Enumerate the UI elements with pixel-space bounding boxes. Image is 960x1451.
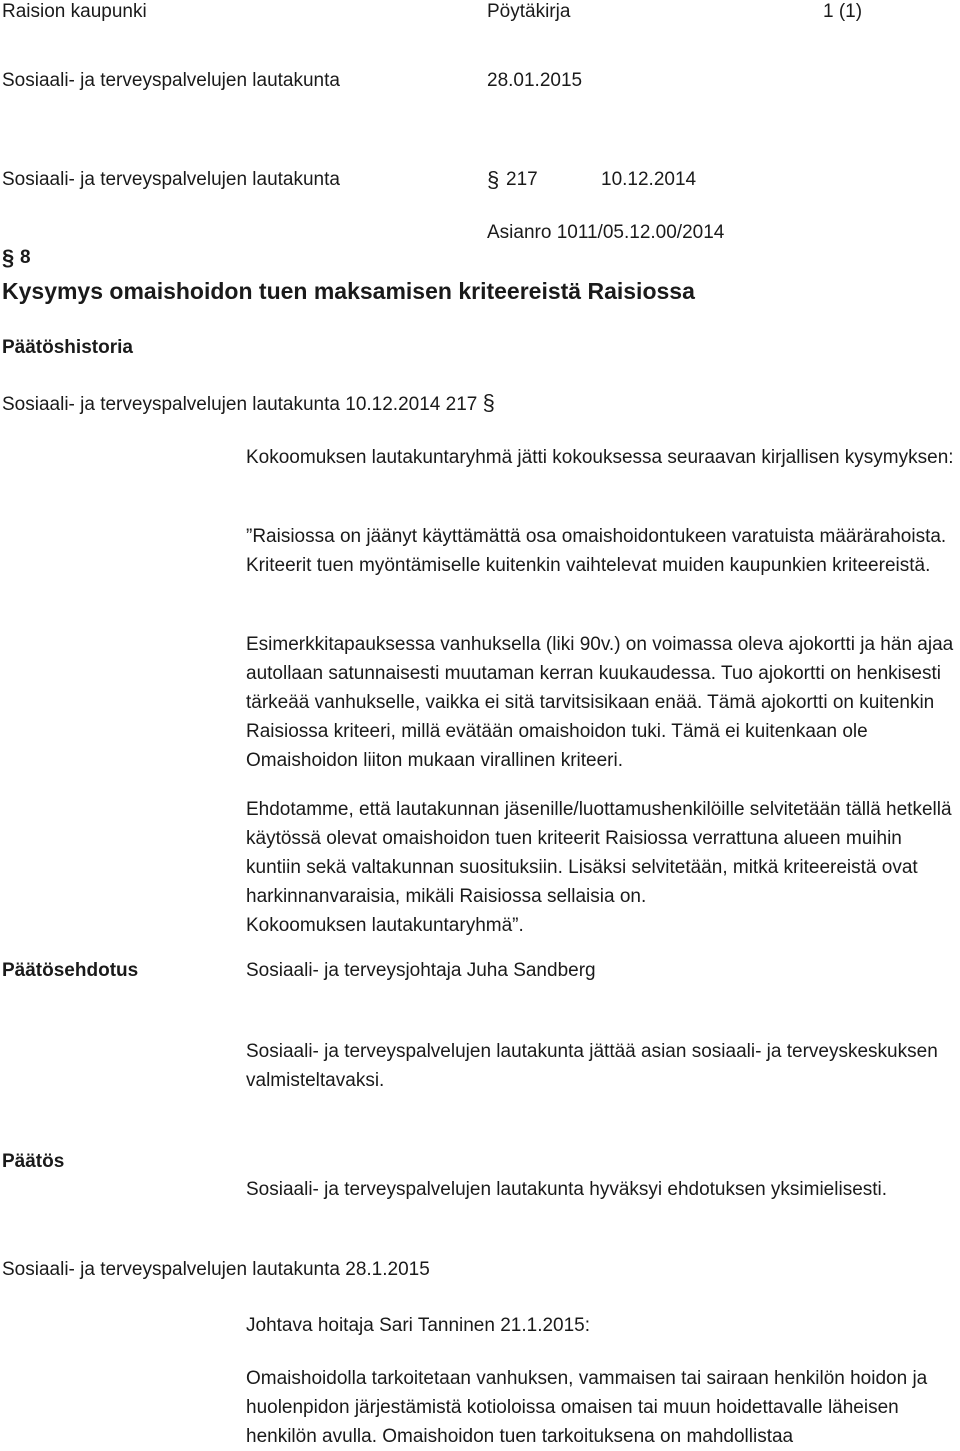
question-intro [246,443,954,472]
case-number: Asianro 1011/05.12.00/2014 [487,222,725,243]
reference-section-number: 217 [506,169,538,190]
document-type: Pöytäkirja [487,1,571,22]
history-board-text: Sosiaali- ja terveyspalvelujen lautakunta 10.12.2014 217 [2,394,478,415]
section-sign: § [2,245,15,270]
proposal-paragraph: Ehdotamme, että lautakunnan jäsenille/luottamushenkilöille selvitetään tällä hetkellä käytössä olevat omaishoidon tuen kriteerit Raisiossa verrattuna alueen muihin kuntiin sekä valtakunnan suosituksiin. Lisäksi selvitetään, mitkä kriteereistä ovat harkinnanvaraisia, mikäli Raisiossa sellaisia on. [246,799,952,907]
item-number: 8 [20,247,31,268]
reference-board: Sosiaali- ja terveyspalvelujen lautakunta [2,169,340,190]
question-example [246,630,954,775]
decision-label: Päätös [2,1151,65,1172]
question-quote [246,522,954,580]
history-board-line [2,388,495,419]
section-sign: § [482,390,495,415]
decision-proposal-presenter: Sosiaali- ja terveysjohtaja Juha Sandberg [246,960,596,981]
decision-proposal-label: Päätösehdotus [2,960,139,981]
intro-paragraph: Kokoomuksen lautakuntaryhmä jätti kokouksessa seuraavan kirjallisen kysymyksen: [246,447,954,468]
section-sign: § [487,167,500,192]
decision-proposal-text [246,1037,954,1095]
decision-proposal-paragraph: Sosiaali- ja terveyspalvelujen lautakunta jättää asian sosiaali- ja terveyskeskuksen valmisteltavaksi. [246,1041,938,1091]
followup-board-line: Sosiaali- ja terveyspalvelujen lautakunta 28.1.2015 [2,1259,430,1280]
org-name: Raision kaupunki [2,1,147,22]
header-board: Sosiaali- ja terveyspalvelujen lautakunta [2,70,340,91]
followup-text [246,1364,954,1451]
proposal-signature: Kokoomuksen lautakuntaryhmä”. [246,915,524,936]
item-title: Kysymys omaishoidon tuen maksamisen kriteereistä Raisiossa [2,278,695,304]
quote-paragraph: ”Raisiossa on jäänyt käyttämättä osa omaishoidontukeen varatuista määrärahoista. Kriteerit tuen myöntämiselle kuitenkin vaihtelevat muiden kaupunkien kriteereistä. [246,526,947,576]
decision-text: Sosiaali- ja terveyspalvelujen lautakunta hyväksyi ehdotuksen yksimielisesti. [246,1179,888,1200]
followup-author-line: Johtava hoitaja Sari Tanninen 21.1.2015: [246,1315,591,1336]
question-proposal [246,795,954,940]
header-date: 28.01.2015 [487,70,583,91]
reference-date: 10.12.2014 [601,169,697,190]
example-paragraph: Esimerkkitapauksessa vanhuksella (liki 90v.) on voimassa oleva ajokortti ja hän ajaa autollaan satunnaisesti muutaman kerran kuukaudessa. Tuo ajokortti on henkisesti tärkeää vanhukselle, vaikka ei sitä tarvitsisikaan enää. Tämä ajokortti on kuitenkin Raisiossa kriteeri, millä evätään omaishoidon tuki. Tämä ei kuitenkaan ole Omaishoidon liiton mukaan virallinen kriteeri. [246,634,954,771]
history-heading: Päätöshistoria [2,337,133,358]
page-number: 1 (1) [823,1,863,22]
followup-paragraph: Omaishoidolla tarkoitetaan vanhuksen, vammaisen tai sairaan henkilön hoidon ja huolenpidon järjestämistä kotioloissa omaisen tai muun hoidettavalle läheisen henkilön avulla. Omaishoidon tuen tarkoituksena on mahdollistaa [246,1368,928,1447]
